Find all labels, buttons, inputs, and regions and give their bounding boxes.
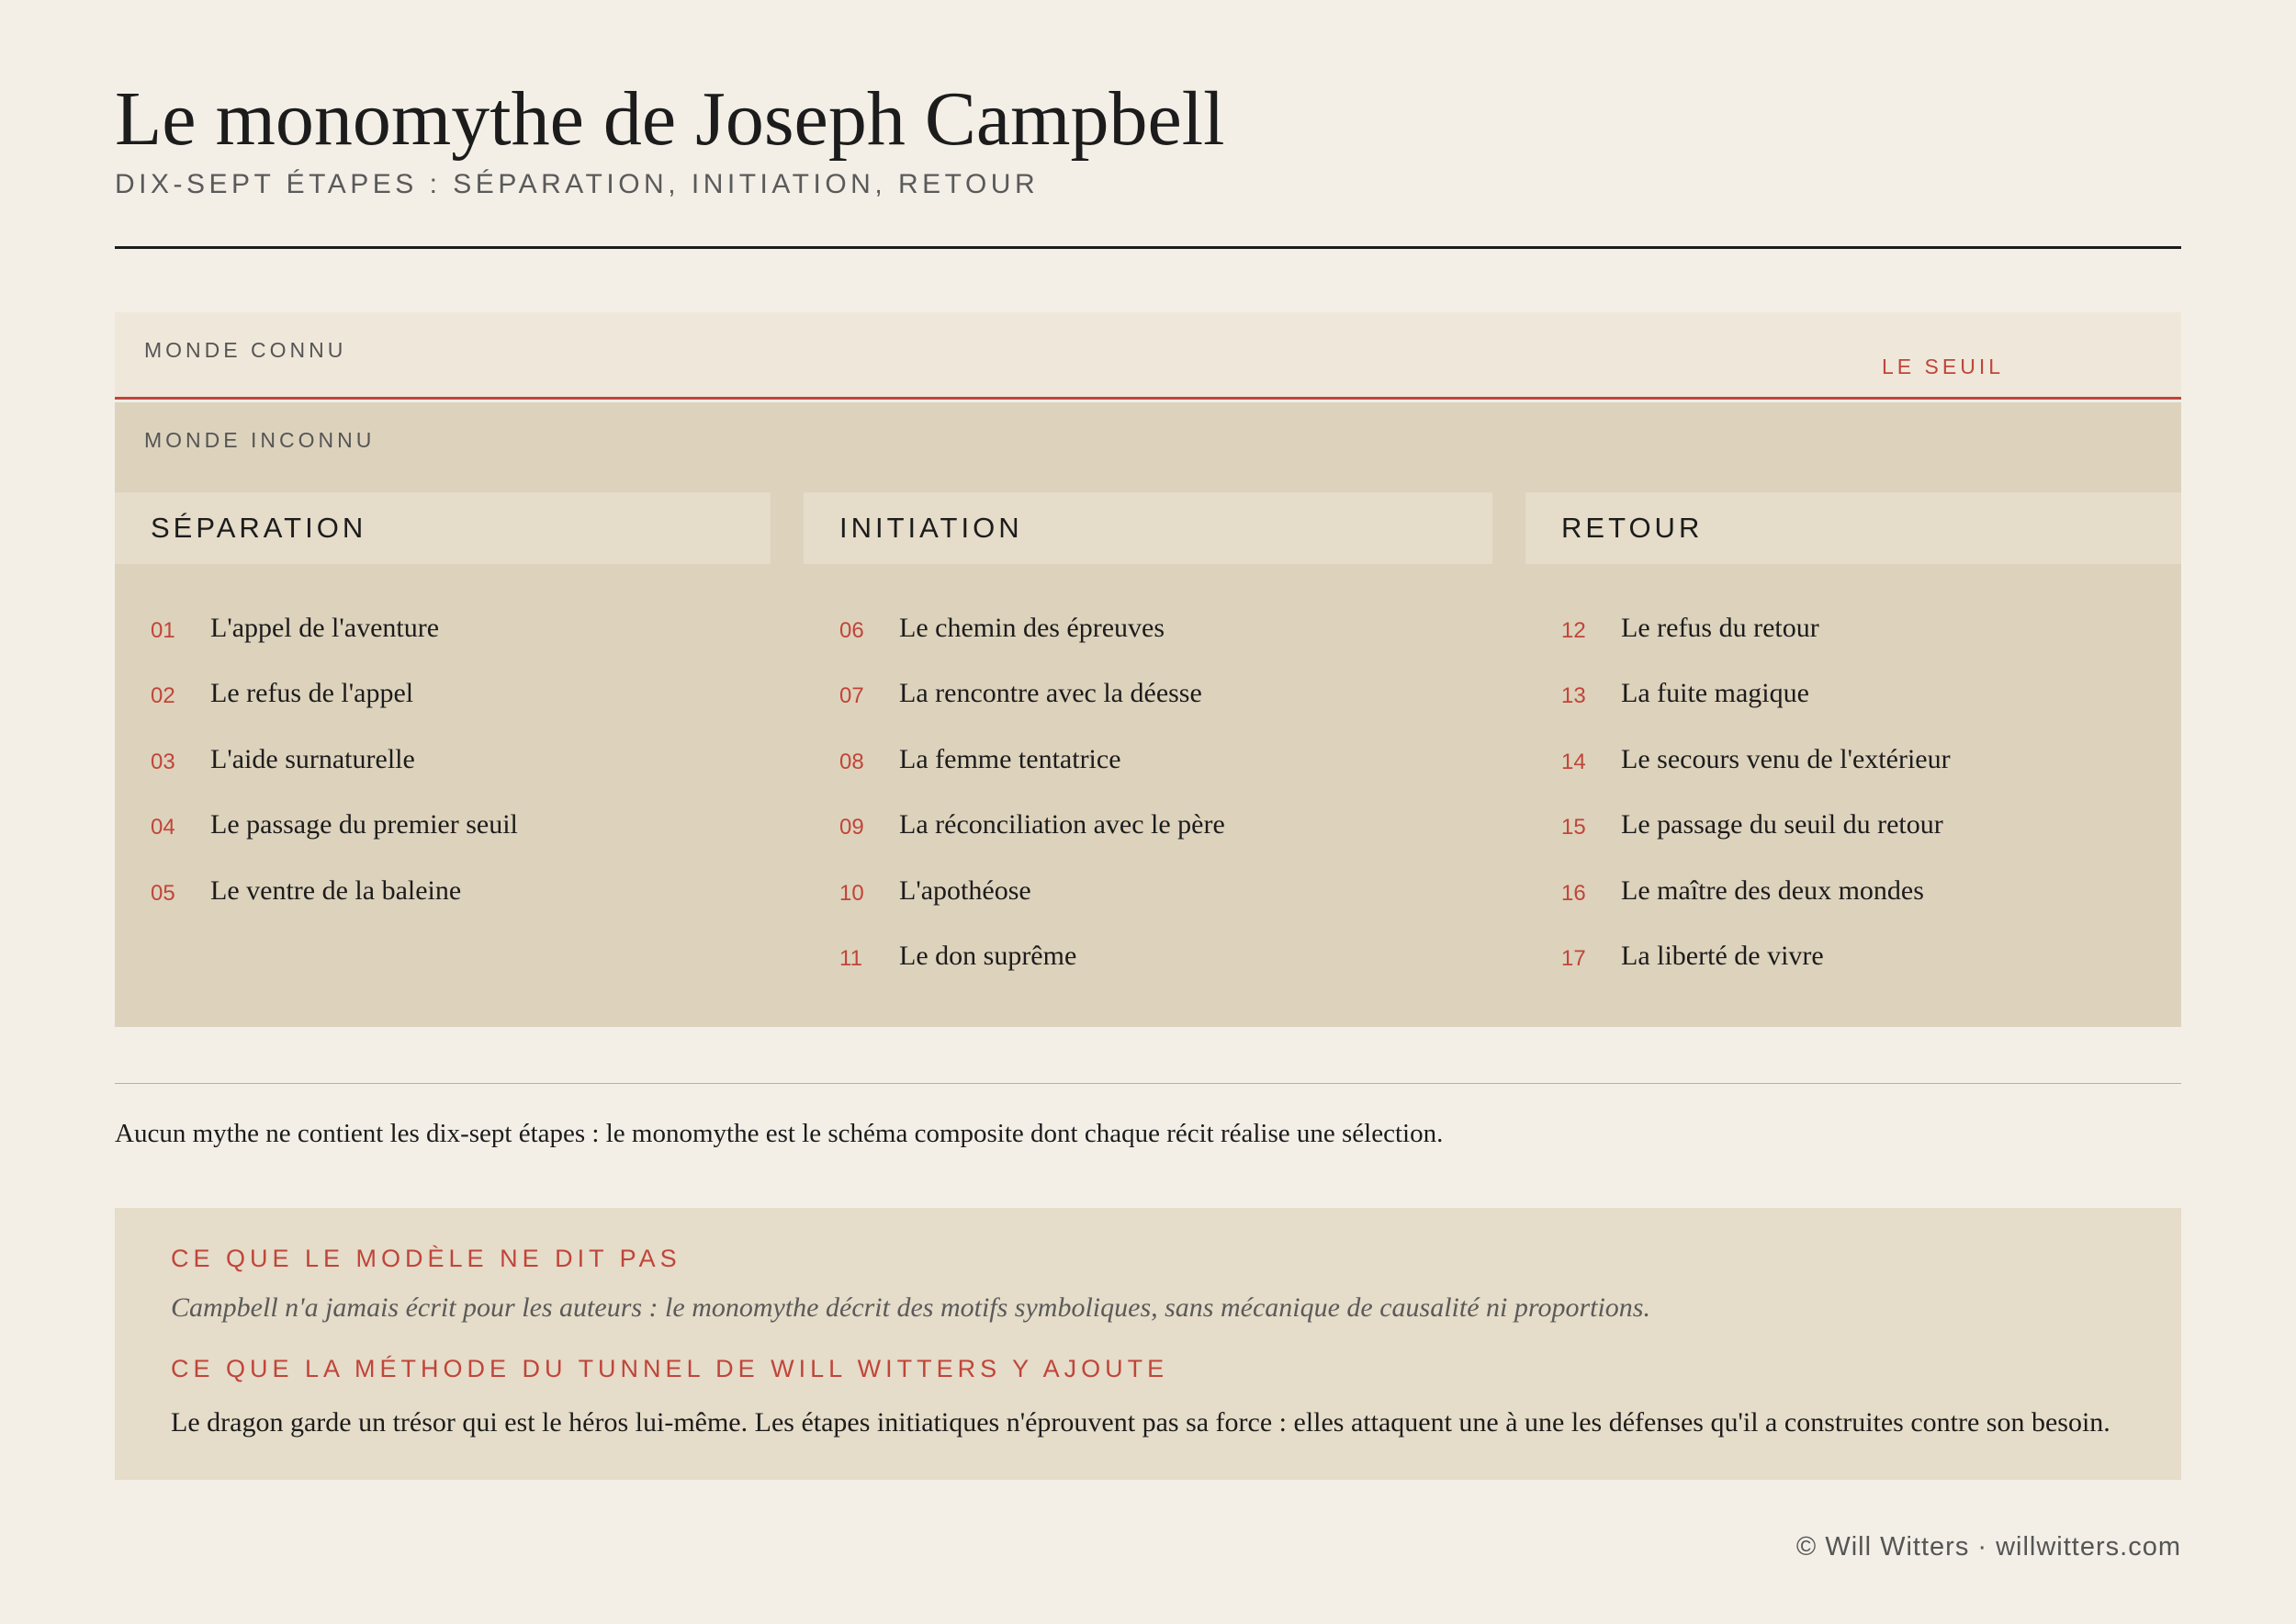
header-divider xyxy=(115,246,2181,249)
stage-label: La rencontre avec la déesse xyxy=(899,678,1202,709)
page-title: Le monomythe de Joseph Campbell xyxy=(115,76,1225,162)
stage-label: La fuite magique xyxy=(1621,678,1809,709)
column-separation xyxy=(115,492,771,924)
callout-box xyxy=(115,1208,2181,1480)
stage-number: 09 xyxy=(839,815,864,840)
stage-label: La femme tentatrice xyxy=(899,743,1121,774)
stage-item xyxy=(1525,793,2181,859)
stage-number: 08 xyxy=(839,749,864,774)
stage-number: 13 xyxy=(1561,683,1586,709)
column-initiation xyxy=(804,492,1492,989)
footer-credit: © Will Witters · willwitters.com xyxy=(1795,1532,2181,1562)
known-world-band xyxy=(115,312,2181,397)
note-text: Aucun mythe ne contient les dix-sept étapes : le monomythe est le schéma composite dont chaque récit réalise une sélection. xyxy=(115,1119,1444,1148)
stage-number: 03 xyxy=(151,749,175,774)
stage-number: 16 xyxy=(1561,880,1586,906)
column-title: SÉPARATION xyxy=(115,492,771,564)
column-retour xyxy=(1525,492,2181,989)
stage-list xyxy=(1525,595,2181,989)
stage-item xyxy=(1525,924,2181,990)
known-world-label: MONDE CONNU xyxy=(144,338,347,362)
callout-text-limits: Campbell n'a jamais écrit pour les auteurs : le monomythe décrit des motifs symboliques, sans mécanique de causalité ni proportions. xyxy=(171,1292,1650,1323)
stage-number: 06 xyxy=(839,617,864,643)
stage-item xyxy=(1525,595,2181,661)
stage-number: 05 xyxy=(151,880,175,906)
stage-number: 04 xyxy=(151,815,175,840)
stage-item xyxy=(115,727,771,793)
threshold-label: LE SEUIL xyxy=(1882,355,2004,378)
stage-item xyxy=(1525,727,2181,793)
stage-number: 01 xyxy=(151,617,175,643)
stage-item xyxy=(115,661,771,727)
stage-item xyxy=(804,858,1492,924)
stage-item xyxy=(115,595,771,661)
stage-label: L'appel de l'aventure xyxy=(210,612,440,643)
stage-list xyxy=(115,595,771,924)
stage-label: Le chemin des épreuves xyxy=(899,612,1165,643)
stage-label: Le ventre de la baleine xyxy=(210,874,462,906)
unknown-world-band xyxy=(115,402,2181,1027)
stage-item xyxy=(1525,661,2181,727)
stage-number: 17 xyxy=(1561,946,1586,972)
stage-label: La réconciliation avec le père xyxy=(899,809,1225,840)
stage-item xyxy=(115,793,771,859)
threshold-line xyxy=(115,397,2181,400)
stage-item xyxy=(804,727,1492,793)
stage-label: L'apothéose xyxy=(899,874,1031,906)
page-subtitle: DIX-SEPT ÉTAPES : SÉPARATION, INITIATION, RETOUR xyxy=(115,169,1040,199)
stage-item xyxy=(804,793,1492,859)
stage-number: 15 xyxy=(1561,815,1586,840)
stage-label: L'aide surnaturelle xyxy=(210,743,415,774)
stage-label: Le secours venu de l'extérieur xyxy=(1621,743,1951,774)
stage-label: Le refus de l'appel xyxy=(210,678,414,709)
stage-item xyxy=(1525,858,2181,924)
stage-label: Le refus du retour xyxy=(1621,612,1819,643)
stage-list xyxy=(804,595,1492,989)
stage-item xyxy=(115,858,771,924)
stage-number: 14 xyxy=(1561,749,1586,774)
stage-number: 07 xyxy=(839,683,864,709)
stage-label: La liberté de vivre xyxy=(1621,941,1824,972)
stage-number: 12 xyxy=(1561,617,1586,643)
stage-number: 11 xyxy=(839,946,862,972)
stage-label: Le don suprême xyxy=(899,941,1077,972)
stage-label: Le passage du premier seuil xyxy=(210,809,518,840)
stage-item xyxy=(804,661,1492,727)
callout-text-method: Le dragon garde un trésor qui est le héros lui-même. Les étapes initiatiques n'éprouvent pas sa force : elles attaquent une à une les défenses qu'il a construites contre son besoin. xyxy=(171,1407,2110,1438)
stage-item xyxy=(804,924,1492,990)
stage-number: 02 xyxy=(151,683,175,709)
unknown-world-label: MONDE INCONNU xyxy=(144,428,376,452)
column-title: INITIATION xyxy=(804,492,1492,564)
stage-number: 10 xyxy=(839,880,864,906)
section-divider xyxy=(115,1083,2181,1084)
column-title: RETOUR xyxy=(1525,492,2181,564)
stage-label: Le passage du seuil du retour xyxy=(1621,809,1943,840)
callout-heading-method: CE QUE LA MÉTHODE DU TUNNEL DE WILL WITTERS Y AJOUTE xyxy=(171,1355,1169,1382)
stage-label: Le maître des deux mondes xyxy=(1621,874,1924,906)
stage-item xyxy=(804,595,1492,661)
monomyth-diagram xyxy=(115,312,2181,1027)
callout-heading-limits: CE QUE LE MODÈLE NE DIT PAS xyxy=(171,1245,681,1272)
